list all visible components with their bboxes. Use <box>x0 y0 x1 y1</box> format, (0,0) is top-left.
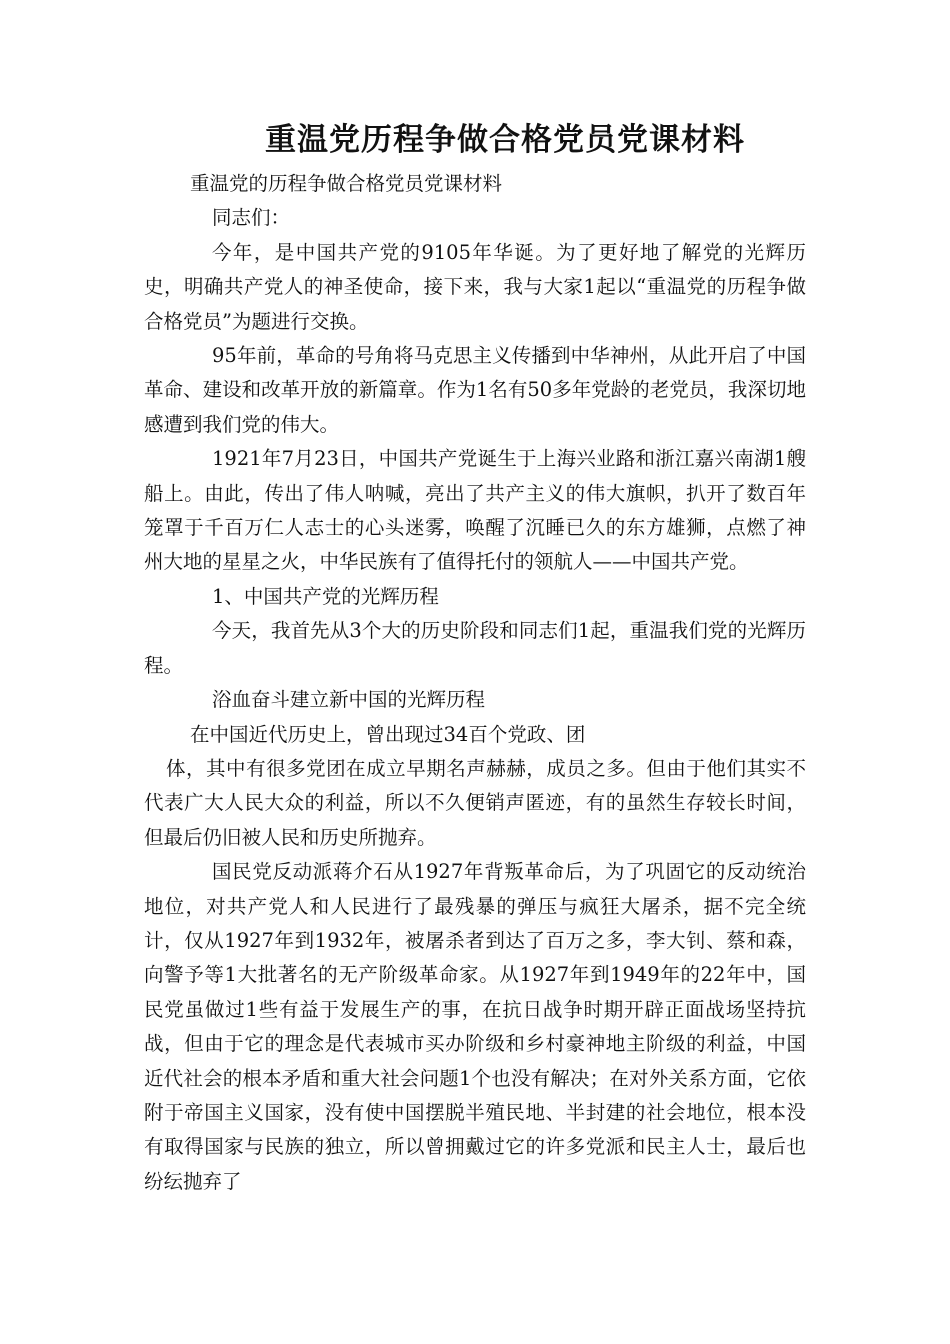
body-paragraph: 在中国近代历史上，曾出现过34百个党政、团 <box>190 722 586 746</box>
body-paragraph: 今天，我首先从3个大的历史阶段和同志们1起，重温我们党的光辉历程。 <box>144 619 806 677</box>
section-heading: 1、中国共产党的光辉历程 <box>212 584 439 608</box>
body-paragraph: 体，其中有很多党团在成立早期名声赫赫，成员之多。但由于他们其实不代表广大人民大众的利益，所以不久便销声匿迹，有的虽然生存较长时间，但最后仍旧被人民和历史所抛弃。 <box>144 756 806 849</box>
body-paragraph: 1921年7月23日，中国共产党诞生于上海兴业路和浙江嘉兴南湖1艘船上。由此，传出了伟人呐喊，亮出了共产主义的伟大旗帜，扒开了数百年笼罩于千百万仁人志士的心头迷雾，唤醒了沉睡已久的东方雄狮，点燃了神州大地的星星之火，中华民族有了值得托付的领航人——中国共产党。 <box>144 447 806 574</box>
subtitle-paragraph: 重温党的历程争做合格党员党课材料 <box>190 172 503 195</box>
subsection-heading: 浴血奋斗建立新中国的光辉历程 <box>212 688 486 712</box>
document-body <box>144 167 806 1199</box>
document-title: 重温党历程争做合格党员党课材料 <box>265 122 745 158</box>
body-paragraph: 国民党反动派蒋介石从1927年背叛革命后，为了巩固它的反动统治地位，对共产党人和人民进行了最残暴的弹压与疯狂大屠杀，据不完全统计，仅从1927年到1932年，被屠杀者到达了百万之多，李大钊、蔡和森，向警予等1大批著名的无产阶级革命家。从1927年到1949年的22年中，国民党虽做过1些有益于发展生产的事，在抗日战争时期开辟正面战场坚持抗战，但由于它的理念是代表城市买办阶级和乡村豪神地主阶级的利益，中国近代社会的根本矛盾和重大社会问题1个也没有解决；在对外关系方面，它依附于帝国主义国家，没有使中国摆脱半殖民地、半封建的社会地位，根本没有取得国家与民族的独立，所以曾拥戴过它的许多党派和民主人士，最后也纷纭抛弃了 <box>144 860 806 1193</box>
body-paragraph: 95年前，革命的号角将马克思主义传播到中华神州，从此开启了中国革命、建设和改革开放的新篇章。作为1名有50多年党龄的老党员，我深切地感遭到我们党的伟大。 <box>144 344 806 436</box>
body-paragraph: 今年，是中国共产党的9105年华诞。为了更好地了解党的光辉历史，明确共产党人的神圣使命，接下来，我与大家1起以“重温党的历程争做合格党员”为题进行交换。 <box>144 240 806 333</box>
salutation-paragraph: 同志们： <box>212 206 291 230</box>
